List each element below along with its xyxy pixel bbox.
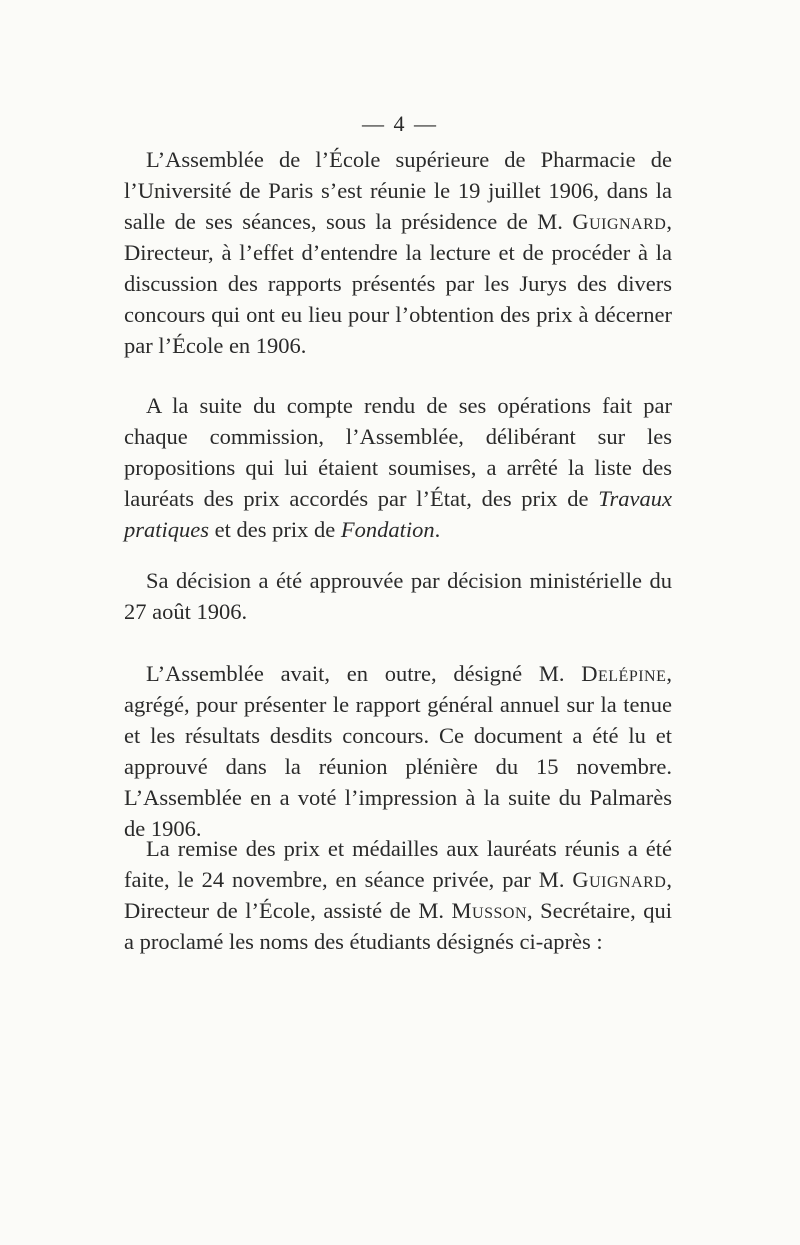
paragraph-text: L’Assemblée avait, en outre, désigné M. [146, 661, 582, 686]
paragraph-text: , Directeur de l’École, assisté de M. [124, 867, 672, 923]
page-number: — 4 — [362, 111, 438, 136]
paragraph-ministerial-approval [124, 565, 672, 627]
paragraph-text: Sa décision a été approuvée par décision ministérielle du 27 août 1906. [124, 568, 672, 624]
paragraph-general-report [124, 658, 672, 844]
paragraph-text: A la suite du compte rendu de ses opérations fait par chaque commission, l’Assemblée, délibérant sur les propositions qui lui étaient soumises, a arrêté la liste des lauréats des prix accordés par l’État, des prix de [124, 393, 672, 511]
paragraph-commission-report [124, 390, 672, 545]
person-name: Guignard [572, 209, 667, 234]
paragraph-text: L’Assemblée de l’École supérieure de Pharmacie de l’Université de Paris s’est réunie le 19 juillet 1906, dans la salle de ses séances, sous la présidence de M. [124, 147, 672, 234]
paragraph-prize-ceremony [124, 833, 672, 957]
person-name: Delépine [581, 661, 667, 686]
paragraph-text: , Directeur, à l’effet d’entendre la lecture et de procéder à la discussion des rapports présentés par les Jurys des divers concours qui ont eu lieu pour l’obtention des prix à décerner par l’École en 1906. [124, 209, 672, 358]
paragraph-text: La remise des prix et médailles aux lauréats réunis a été faite, le 24 novembre, en séance privée, par M. [124, 836, 672, 892]
paragraph-text: . [434, 517, 441, 542]
person-name: Guignard [572, 867, 667, 892]
person-name: Musson [451, 898, 528, 923]
paragraph-assembly-meeting [124, 144, 672, 361]
italic-term: Fondation [340, 517, 435, 542]
paragraph-text: , agrégé, pour présenter le rapport général annuel sur la tenue et les résultats desdits concours. Ce document a été lu et approuvé dans la réunion plénière du 15 novembre. L’Assemblée en a voté l’impression à la suite du Palmarès de 1906. [124, 661, 672, 841]
italic-term: Travaux pratiques [124, 486, 672, 542]
paragraph-text: , Secrétaire, qui a proclamé les noms des étudiants désignés ci-après : [124, 898, 673, 954]
paragraph-text: et des prix de [209, 517, 341, 542]
